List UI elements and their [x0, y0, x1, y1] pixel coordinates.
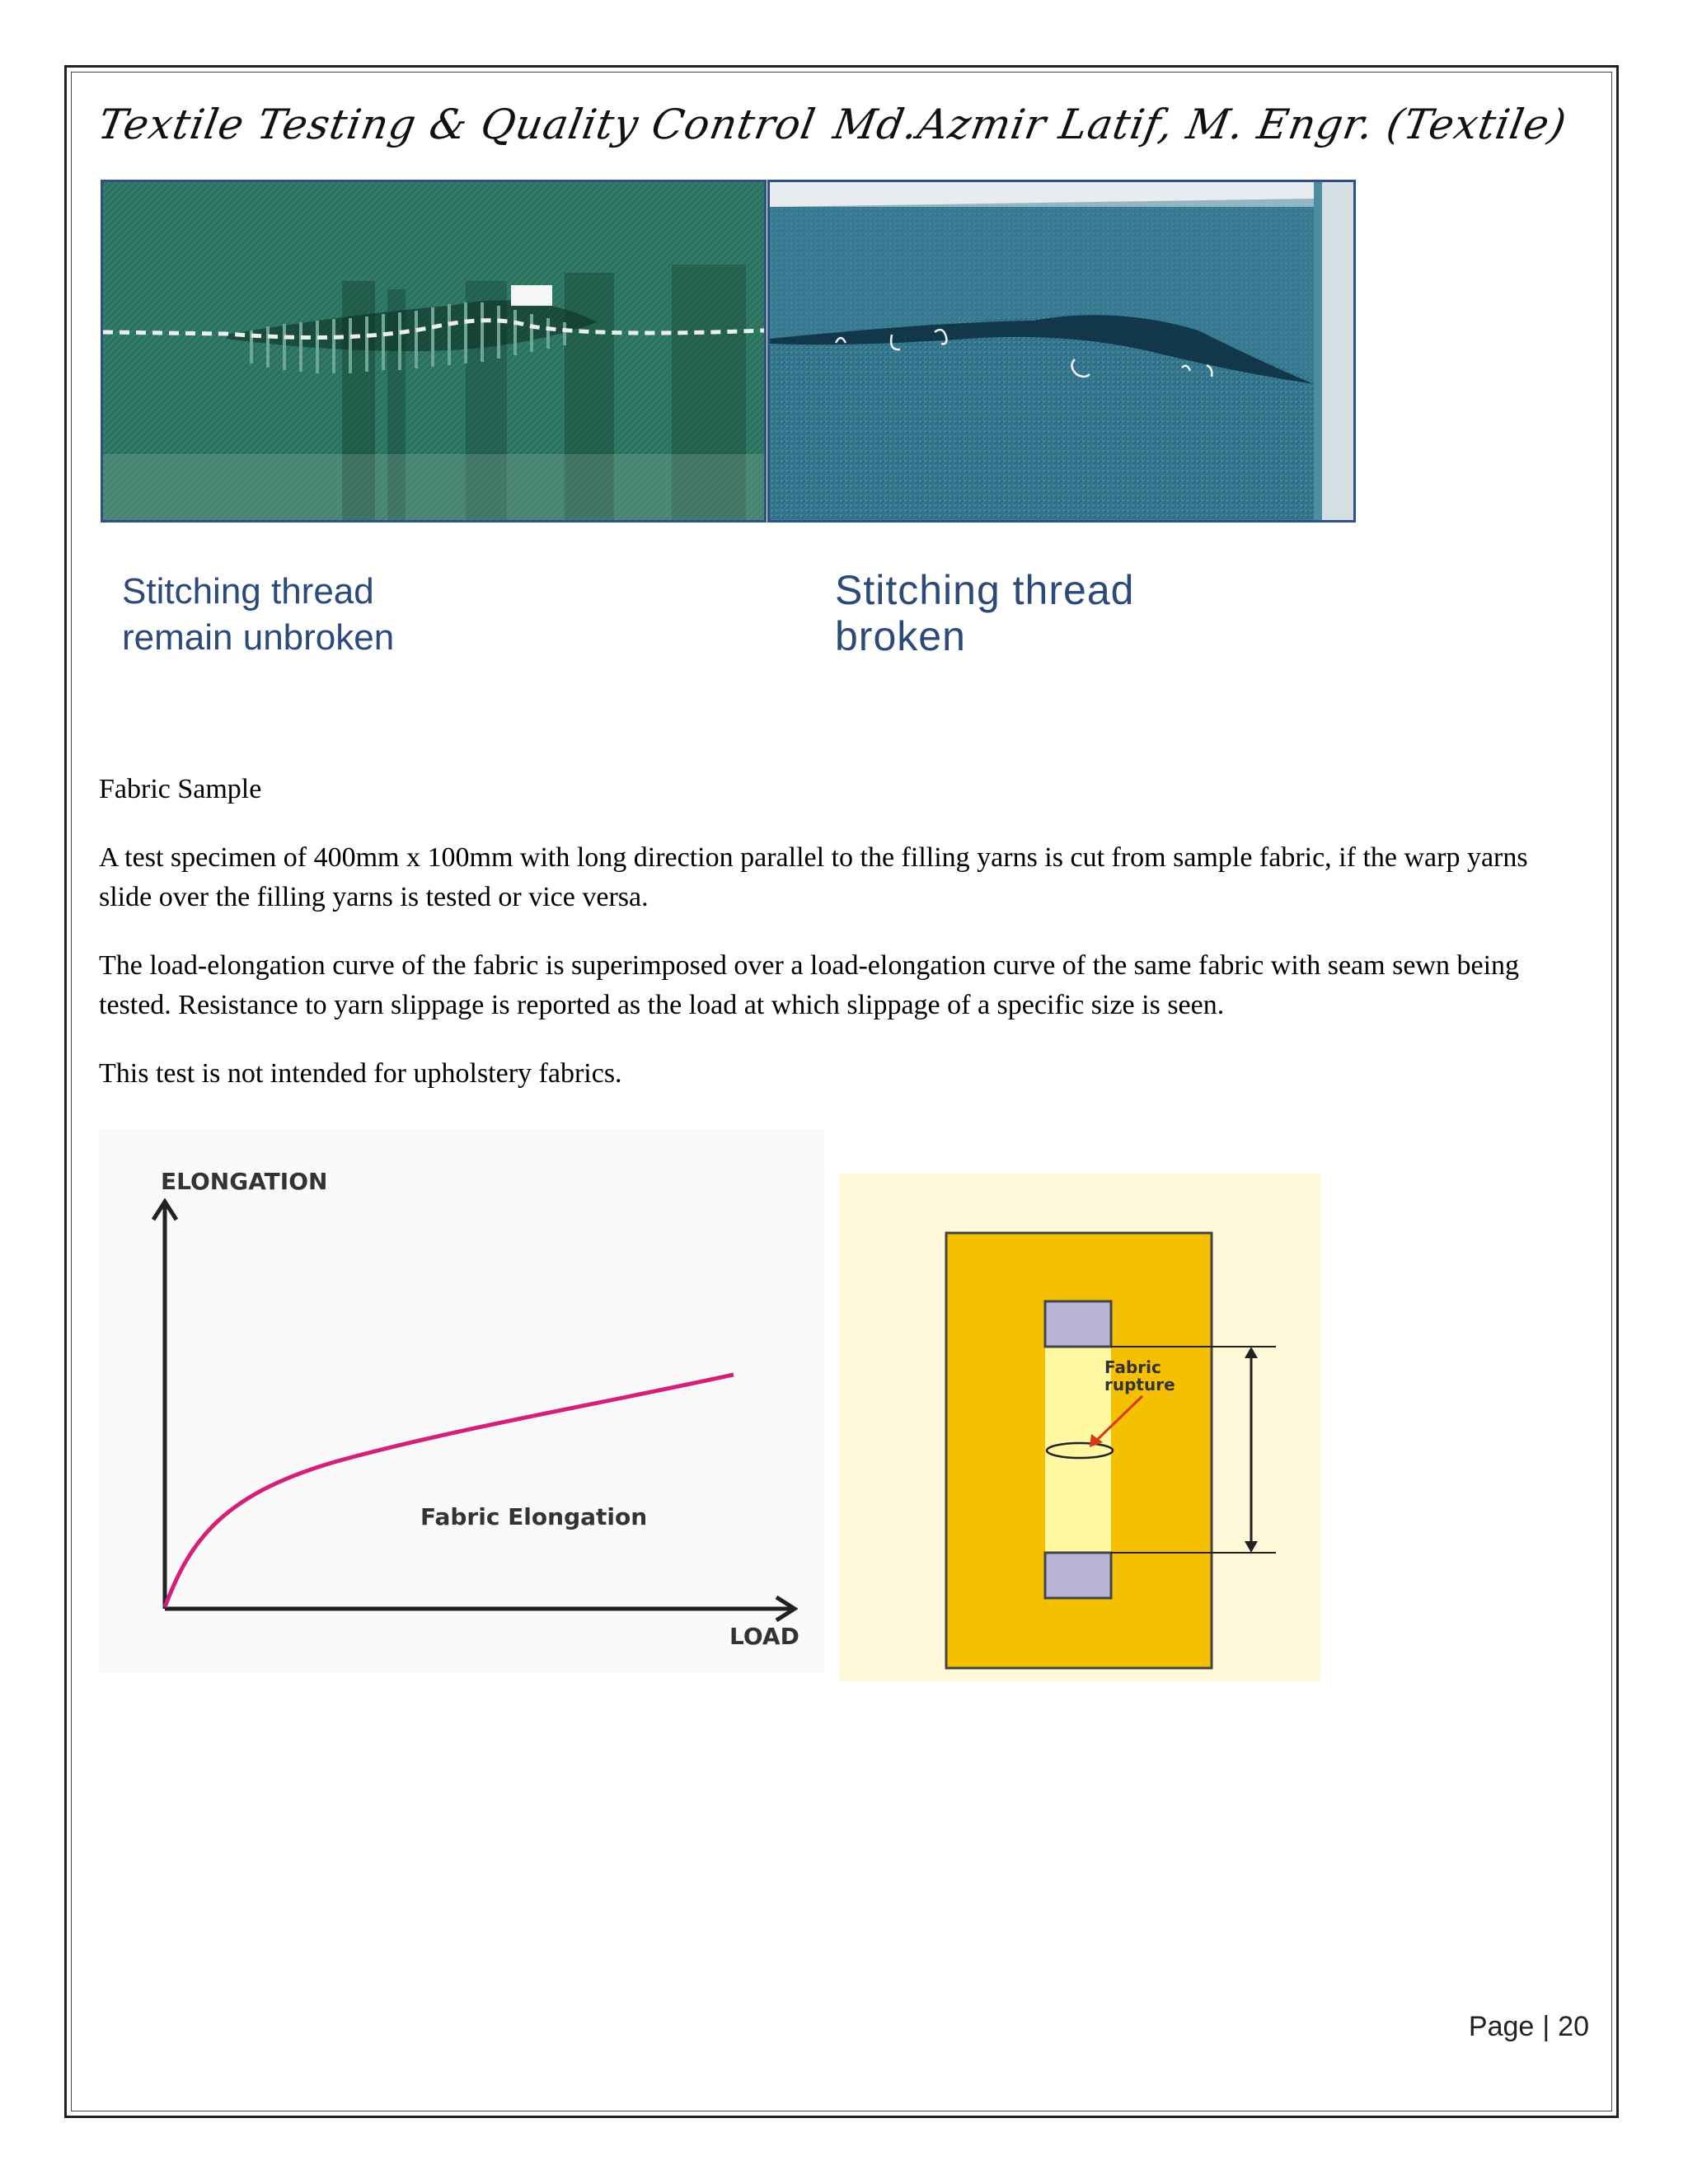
- caption-unbroken: Stitching thread remain unbroken: [122, 571, 395, 658]
- page-label: Page: [1468, 2011, 1535, 2042]
- upper-clamp: [1045, 1301, 1111, 1347]
- rupture-label: Fabric rupture: [1104, 1357, 1175, 1394]
- y-axis-label: ELONGATION: [161, 1168, 328, 1195]
- header-author: Md.Azmir Latif, M. Engr. (Textile): [829, 101, 1571, 148]
- fabric-specimen: [1045, 1347, 1111, 1553]
- page-number-value: 20: [1558, 2011, 1589, 2042]
- page-number: [1469, 2011, 1589, 2043]
- x-axis-label: LOAD: [729, 1623, 799, 1650]
- section-title: Fabric Sample: [99, 774, 262, 804]
- lower-clamp: [1045, 1553, 1111, 1598]
- photo-unbroken-stitching: [101, 180, 767, 523]
- caption-broken: Stitching thread broken: [835, 567, 1135, 659]
- page-separator: |: [1542, 2011, 1550, 2042]
- grab-test-diagram: [839, 1174, 1320, 1681]
- header-title: Textile Testing & Quality Control: [94, 101, 820, 148]
- paragraph-specimen: A test specimen of 400mm x 100mm with long direction parallel to the filling yarns is cut from sample fabric, if the warp yarns slide over the filling yarns is tested or vice versa.: [99, 842, 1528, 912]
- paragraph-curve: The load-elongation curve of the fabric is superimposed over a load-elongation curve of the same fabric with seam sewn being tested. Resistance to yarn slippage is reported as the load at which slippage of a specific size is seen.: [99, 950, 1520, 1020]
- elongation-chart: [99, 1129, 824, 1673]
- paragraph-note: This test is not intended for upholstery fabrics.: [99, 1058, 622, 1089]
- series-label-fabric-elongation: Fabric Elongation: [420, 1503, 648, 1530]
- photo-broken-stitching: [767, 180, 1356, 523]
